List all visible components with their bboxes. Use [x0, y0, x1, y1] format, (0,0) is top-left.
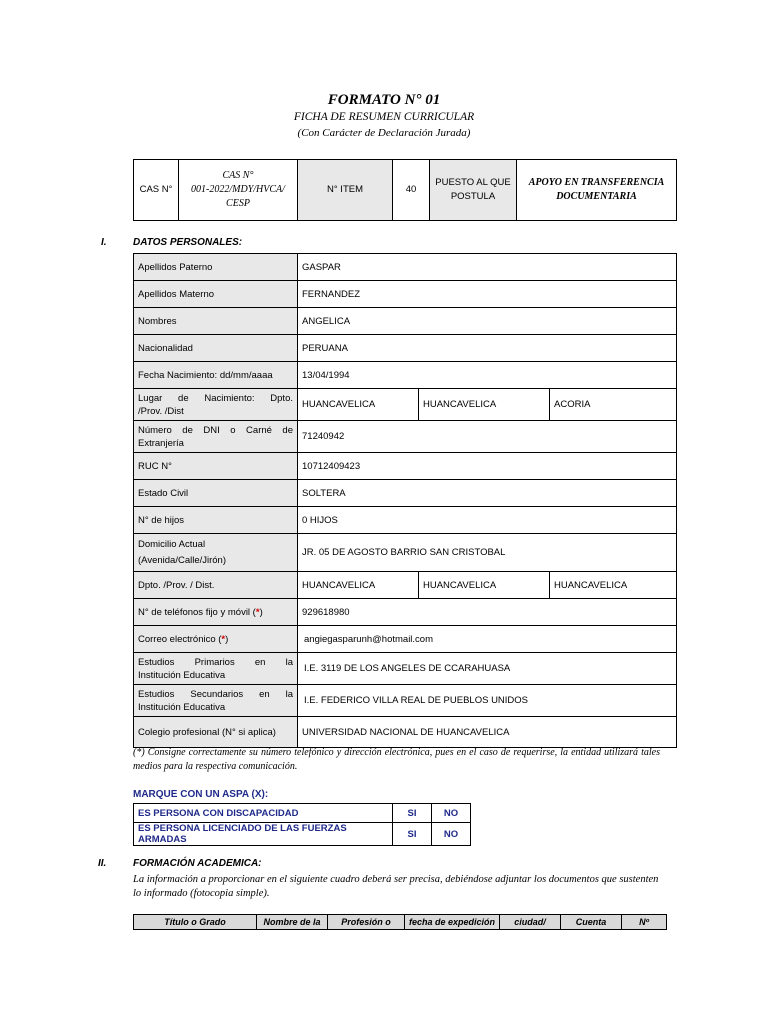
table-header-row — [134, 915, 667, 930]
row-value: GASPAR — [298, 254, 677, 281]
aspa-no-discapacidad[interactable]: NO — [432, 804, 471, 823]
row-value: 10712409423 — [298, 453, 677, 480]
puesto-label: PUESTO AL QUE POSTULA — [430, 160, 517, 221]
row-value: angiegasparunh@hotmail.com — [298, 626, 677, 653]
row-value: ANGELICA — [298, 308, 677, 335]
table-row-dni — [134, 421, 677, 453]
row-label: Apellidos Materno — [134, 281, 298, 308]
section-1-title: DATOS PERSONALES: — [133, 237, 243, 248]
dist-value: HUANCAVELICA — [550, 572, 677, 599]
row-value: UNIVERSIDAD NACIONAL DE HUANCAVELICA — [298, 717, 677, 748]
section-2-number: II. — [98, 858, 107, 869]
row-value: JR. 05 DE AGOSTO BARRIO SAN CRISTOBAL — [298, 534, 677, 572]
row-label: Lugar de Nacimiento: Dpto. /Prov. /Dist — [134, 389, 298, 421]
cas-header-table — [133, 159, 677, 221]
table-row-dpto — [134, 572, 677, 599]
table-row — [134, 308, 677, 335]
row-value: 71240942 — [298, 421, 677, 453]
column-header: ciudad/ — [500, 915, 561, 930]
table-row — [134, 823, 471, 846]
column-header: fecha de expedición — [405, 915, 500, 930]
row-label: Estudios Primarios en la Institución Educativa — [134, 653, 298, 685]
lugar-dpto: HUANCAVELICA — [298, 389, 419, 421]
row-label: Estado Civil — [134, 480, 298, 507]
aspa-table — [133, 803, 471, 846]
table-row-secundarios — [134, 685, 677, 717]
row-value: 13/04/1994 — [298, 362, 677, 389]
table-row-colegio — [134, 717, 677, 748]
dpto-value: HUANCAVELICA — [298, 572, 419, 599]
formacion-table — [133, 914, 667, 930]
document-subtitle-declaration: (Con Carácter de Declaración Jurada) — [297, 127, 471, 139]
row-value: FERNANDEZ — [298, 281, 677, 308]
column-header: Nº — [622, 915, 667, 930]
aspa-title: MARQUE CON UN ASPA (X): — [133, 789, 269, 800]
row-value: 929618980 — [298, 599, 677, 626]
row-label: Fecha Nacimiento: dd/mm/aaaa — [134, 362, 298, 389]
row-label: Colegio profesional (N° si aplica) — [134, 717, 298, 748]
table-row-lugar — [134, 389, 677, 421]
lugar-dist: ACORIA — [550, 389, 677, 421]
table-row — [134, 480, 677, 507]
row-value: I.E. 3119 DE LOS ANGELES DE CCARAHUASA — [298, 653, 677, 685]
table-row-primarios — [134, 653, 677, 685]
section-2-paragraph: La información a proporcionar en el siguiente cuadro deberá ser precisa, debiéndose adjuntar los documentos que sustenten lo informado (fotocopia simple). — [133, 874, 659, 899]
row-value: SOLTERA — [298, 480, 677, 507]
column-header: Título o Grado — [134, 915, 257, 930]
cas-label: CAS N° — [134, 160, 179, 221]
item-value: 40 — [393, 160, 430, 221]
row-label: N° de hijos — [134, 507, 298, 534]
table-row-domicilio — [134, 534, 677, 572]
row-value: I.E. FEDERICO VILLA REAL DE PUEBLOS UNIDOS — [298, 685, 677, 717]
row-value: 0 HIJOS — [298, 507, 677, 534]
row-label: N° de teléfonos fijo y móvil (*) — [134, 599, 298, 626]
row-label: Dpto. /Prov. / Dist. — [134, 572, 298, 599]
table-row — [134, 362, 677, 389]
row-label: Nacionalidad — [134, 335, 298, 362]
row-label: Correo electrónico (*) — [134, 626, 298, 653]
aspa-label-licenciado: ES PERSONA LICENCIADO DE LAS FUERZAS ARMADAS — [134, 823, 393, 846]
table-row-correo — [134, 626, 677, 653]
table-row — [134, 453, 677, 480]
item-label: N° ITEM — [298, 160, 393, 221]
contact-note: (*) Consigne correctamente su número telefónico y dirección electrónica, pues en el caso de requerirse, la entidad utilizará tales medios para la respectiva comunicación. — [133, 747, 660, 772]
row-label: Apellidos Paterno — [134, 254, 298, 281]
table-row — [134, 507, 677, 534]
column-header: Nombre de la — [257, 915, 328, 930]
puesto-value: APOYO EN TRANSFERENCIA DOCUMENTARIA — [517, 160, 677, 221]
section-1-number: I. — [101, 237, 107, 248]
aspa-si-licenciado[interactable]: SI — [393, 823, 432, 846]
row-value: PERUANA — [298, 335, 677, 362]
table-row-telefono — [134, 599, 677, 626]
aspa-si-discapacidad[interactable]: SI — [393, 804, 432, 823]
column-header: Profesión o — [328, 915, 405, 930]
row-label: Estudios Secundarios en la Institución Educativa — [134, 685, 298, 717]
aspa-no-licenciado[interactable]: NO — [432, 823, 471, 846]
table-row — [134, 804, 471, 823]
row-label: Número de DNI o Carné de Extranjería — [134, 421, 298, 453]
table-row — [134, 281, 677, 308]
table-row — [134, 335, 677, 362]
prov-value: HUANCAVELICA — [419, 572, 550, 599]
row-label: Domicilio Actual (Avenida/Calle/Jirón) — [134, 534, 298, 572]
cas-value: CAS N° 001-2022/MDY/HVCA/ CESP — [179, 160, 298, 221]
document-subtitle: FICHA DE RESUMEN CURRICULAR — [293, 111, 475, 123]
aspa-label-discapacidad: ES PERSONA CON DISCAPACIDAD — [134, 804, 393, 823]
personal-data-table — [133, 253, 677, 748]
lugar-prov: HUANCAVELICA — [419, 389, 550, 421]
table-row — [134, 254, 677, 281]
row-label: RUC N° — [134, 453, 298, 480]
document-title: FORMATO N° 01 — [327, 92, 441, 108]
row-label: Nombres — [134, 308, 298, 335]
column-header: Cuenta — [561, 915, 622, 930]
section-2-title: FORMACIÓN ACADEMICA: — [133, 858, 262, 869]
